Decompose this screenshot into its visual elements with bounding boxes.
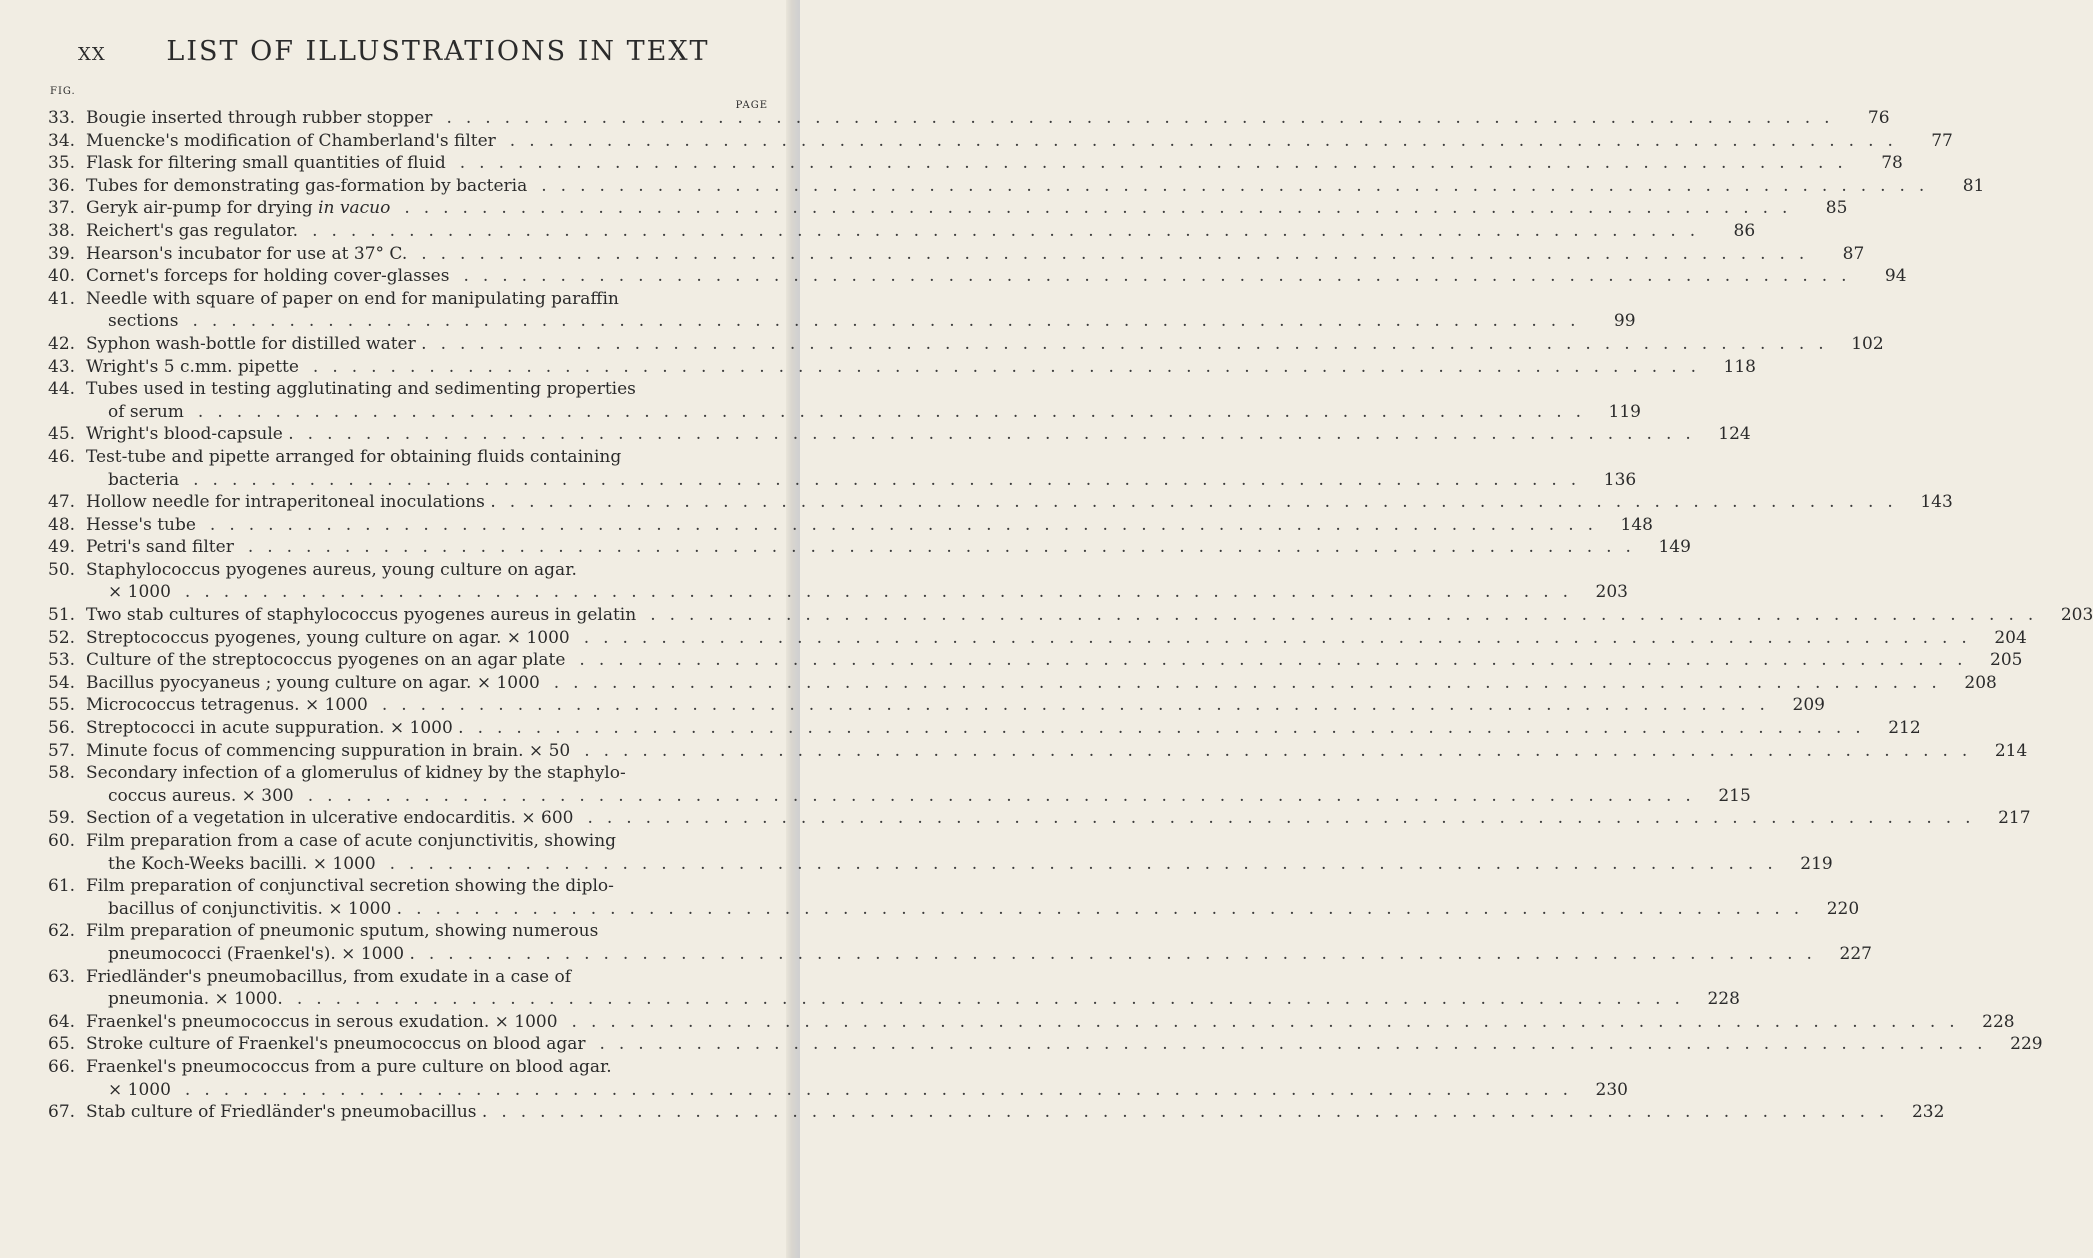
entry-caption: Friedländer's pneumobacillus, from exudate in a case of bbox=[86, 966, 572, 987]
figure-number: 53. bbox=[48, 650, 76, 671]
list-item bbox=[48, 1056, 1628, 1101]
list-item bbox=[48, 491, 1953, 514]
entry-body bbox=[86, 130, 1953, 153]
entry-caption: bacteria bbox=[108, 469, 180, 490]
entry-body bbox=[86, 672, 1997, 695]
page-number: 229 bbox=[2010, 1034, 2043, 1055]
page-number: 143 bbox=[1920, 492, 1953, 513]
entry-body bbox=[86, 559, 1628, 604]
entry-caption: Staphylococcus pyogenes aureus, young culture on agar. bbox=[86, 559, 577, 580]
entry-caption: Streptococcus pyogenes, young culture on agar. × 1000 bbox=[86, 627, 570, 648]
list-item bbox=[48, 243, 1865, 266]
list-item bbox=[48, 1033, 2043, 1056]
leader-dots: ........................................................................ bbox=[541, 175, 1939, 196]
entry-body bbox=[86, 333, 1884, 356]
leader-dots: ........................................................................ bbox=[501, 1102, 1899, 1123]
list-item bbox=[48, 672, 1997, 695]
entry-caption: of serum bbox=[108, 401, 184, 422]
page-number: 205 bbox=[1990, 650, 2023, 671]
list-item bbox=[48, 197, 1848, 220]
list-item bbox=[48, 830, 1833, 875]
entry-line bbox=[86, 853, 1833, 876]
list-item bbox=[48, 920, 1872, 965]
list-item bbox=[48, 604, 2093, 627]
page-number: 99 bbox=[1613, 311, 1636, 332]
entry-line bbox=[86, 1033, 2043, 1056]
list-item bbox=[48, 288, 1636, 333]
entry-line bbox=[86, 243, 1864, 266]
page-number: 87 bbox=[1842, 243, 1865, 264]
page-number: 94 bbox=[1884, 266, 1907, 287]
list-item bbox=[48, 875, 1860, 920]
leader-dots: ........................................................................ bbox=[584, 740, 1982, 761]
entry-caption: Flask for filtering small quantities of fluid bbox=[86, 153, 446, 174]
entry-line bbox=[86, 130, 1953, 153]
entry-line bbox=[86, 197, 1847, 220]
list-item bbox=[48, 333, 1884, 356]
figure-number: 42. bbox=[48, 333, 76, 354]
entry-caption: Geryk air-pump for drying in vacuo bbox=[86, 198, 391, 219]
figure-number: 65. bbox=[48, 1034, 76, 1055]
leader-dots: ........................................................................ bbox=[440, 333, 1838, 354]
figure-number: 46. bbox=[48, 446, 76, 467]
entry-body bbox=[86, 423, 1751, 446]
page-number: 212 bbox=[1888, 718, 1921, 739]
entry-line bbox=[86, 559, 1628, 582]
folio-number: XX bbox=[78, 44, 106, 65]
list-item bbox=[48, 1011, 2015, 1034]
leader-dots: ........................................................................ bbox=[553, 672, 1951, 693]
entry-body bbox=[86, 1011, 2015, 1034]
entry-line bbox=[86, 378, 1641, 401]
page-number: 219 bbox=[1800, 853, 1833, 874]
entry-body bbox=[86, 1056, 1628, 1101]
figure-number: 57. bbox=[48, 740, 76, 761]
figure-number: 43. bbox=[48, 356, 76, 377]
entry-line bbox=[86, 310, 1636, 333]
entry-body bbox=[86, 152, 1903, 175]
entry-body bbox=[86, 265, 1907, 288]
entry-body bbox=[86, 875, 1859, 920]
page-number: 136 bbox=[1603, 469, 1637, 490]
entry-caption: Stab culture of Friedländer's pneumobacillus . bbox=[86, 1102, 488, 1123]
list-item bbox=[48, 423, 1751, 446]
leader-dots: ........................................................................ bbox=[509, 492, 1907, 513]
page-number: 208 bbox=[1964, 672, 1997, 693]
entry-line bbox=[86, 1079, 1628, 1102]
list-item bbox=[48, 446, 1637, 491]
entry-caption: Muencke's modification of Chamberland's filter bbox=[86, 130, 496, 151]
entry-line bbox=[86, 672, 1997, 695]
page-number: 203 bbox=[2060, 605, 2093, 626]
leader-dots: ........................................................................ bbox=[307, 785, 1705, 806]
page-number: 149 bbox=[1658, 537, 1691, 558]
entry-caption: Secondary infection of a glomerulus of kidney by the staphylo- bbox=[86, 763, 626, 784]
page-column-label: PAGE bbox=[735, 100, 768, 111]
fig-column-label: FIG. bbox=[50, 86, 76, 97]
entry-caption: × 1000 bbox=[108, 1079, 171, 1100]
entry-caption: Bacillus pyocyaneus ; young culture on agar. × 1000 bbox=[86, 672, 540, 693]
figure-number: 61. bbox=[48, 876, 76, 897]
entry-caption: Section of a vegetation in ulcerative endocarditis. × 600 bbox=[86, 808, 574, 829]
entry-body bbox=[86, 740, 2027, 763]
leader-dots: ........................................................................ bbox=[184, 582, 1582, 603]
entry-caption: Syphon wash-bottle for distilled water . bbox=[86, 333, 427, 354]
leader-dots: ........................................................................ bbox=[192, 311, 1590, 332]
entry-body bbox=[86, 920, 1872, 965]
figure-number: 40. bbox=[48, 266, 76, 287]
figure-number: 33. bbox=[48, 108, 76, 128]
page-header bbox=[78, 36, 758, 72]
entry-body bbox=[86, 966, 1740, 1011]
entry-line bbox=[86, 762, 1751, 785]
entry-caption: sections bbox=[108, 311, 179, 332]
leader-dots: ........................................................................ bbox=[312, 220, 1710, 241]
list-item bbox=[48, 807, 2031, 830]
leader-dots: ........................................................................ bbox=[193, 469, 1591, 490]
entry-caption: Petri's sand filter bbox=[86, 537, 234, 558]
figure-number: 60. bbox=[48, 831, 76, 851]
page-number: 124 bbox=[1718, 424, 1751, 445]
entry-caption: Hollow needle for intraperitoneal inoculations . bbox=[86, 492, 496, 513]
entry-caption: Hearson's incubator for use at 37° C. bbox=[86, 243, 408, 264]
leader-dots: ........................................................................ bbox=[307, 424, 1705, 445]
entry-line bbox=[86, 966, 1740, 989]
list-item bbox=[48, 265, 1907, 288]
list-item bbox=[48, 627, 2027, 650]
entry-line bbox=[86, 265, 1907, 288]
figure-number: 55. bbox=[48, 695, 76, 716]
figure-number: 49. bbox=[48, 537, 76, 558]
entry-line bbox=[86, 785, 1751, 808]
entry-body bbox=[86, 220, 1755, 243]
list-item bbox=[48, 130, 1953, 153]
entry-caption: coccus aureus. × 300 bbox=[108, 785, 294, 806]
list-item bbox=[48, 762, 1751, 807]
entry-line bbox=[86, 1056, 1628, 1079]
page-number: 148 bbox=[1620, 514, 1653, 535]
entry-body bbox=[86, 830, 1833, 875]
page-number: 220 bbox=[1826, 898, 1860, 919]
figure-number: 48. bbox=[48, 514, 76, 535]
page-number: 230 bbox=[1595, 1079, 1628, 1100]
entry-line bbox=[86, 898, 1859, 921]
list-item bbox=[48, 1101, 1945, 1124]
entry-line bbox=[86, 830, 1833, 853]
figure-number: 67. bbox=[48, 1102, 76, 1123]
entry-line bbox=[86, 875, 1859, 898]
page-number: 78 bbox=[1881, 153, 1903, 174]
page-number: 209 bbox=[1792, 695, 1825, 716]
entry-line bbox=[86, 1011, 2015, 1034]
figure-number: 50. bbox=[48, 559, 76, 580]
page-number: 215 bbox=[1718, 785, 1751, 806]
entry-caption: Streptococci in acute suppuration. × 1000 . bbox=[86, 718, 464, 739]
list-item bbox=[48, 717, 1921, 740]
entry-line bbox=[86, 469, 1636, 492]
list-item bbox=[48, 175, 1985, 198]
entry-line bbox=[86, 740, 2027, 763]
entry-line bbox=[86, 649, 2023, 672]
list-item bbox=[48, 514, 1653, 537]
entry-body bbox=[86, 807, 2031, 830]
entry-caption: Fraenkel's pneumococcus from a pure culture on blood agar. bbox=[86, 1056, 612, 1077]
entry-body bbox=[86, 356, 1756, 379]
entry-body bbox=[86, 378, 1641, 423]
entry-caption: Film preparation of conjunctival secretion showing the diplo- bbox=[86, 876, 614, 897]
entry-line bbox=[86, 581, 1628, 604]
list-item bbox=[48, 107, 1890, 130]
leader-dots: ........................................................................ bbox=[587, 808, 1985, 829]
entry-line bbox=[86, 694, 1825, 717]
figure-number: 45. bbox=[48, 424, 76, 445]
entry-body bbox=[86, 649, 2023, 672]
figure-number: 34. bbox=[48, 130, 76, 151]
entry-line bbox=[86, 920, 1872, 943]
entry-body bbox=[86, 175, 1984, 198]
page-number: 228 bbox=[1982, 1011, 2015, 1032]
entry-line bbox=[86, 988, 1740, 1011]
entry-line bbox=[86, 401, 1641, 424]
entry-line bbox=[86, 627, 2027, 650]
figure-number: 63. bbox=[48, 966, 76, 987]
page-number: 85 bbox=[1825, 198, 1848, 219]
page-number: 76 bbox=[1867, 108, 1890, 128]
entry-caption: Cornet's forceps for holding cover-glasses bbox=[86, 266, 450, 287]
figure-number: 58. bbox=[48, 763, 76, 784]
page-number: 118 bbox=[1723, 356, 1756, 377]
leader-dots: ........................................................................ bbox=[509, 130, 1907, 151]
entry-caption: Hesse's tube bbox=[86, 514, 196, 535]
entry-line bbox=[86, 220, 1755, 243]
entry-body bbox=[86, 536, 1691, 559]
figure-number: 51. bbox=[48, 605, 76, 626]
entry-caption: Fraenkel's pneumococcus in serous exudation. × 1000 bbox=[86, 1011, 558, 1032]
leader-dots: ........................................................................ bbox=[421, 243, 1819, 264]
leader-dots: ........................................................................ bbox=[247, 537, 1645, 558]
entry-body bbox=[86, 1033, 2043, 1056]
page-number: 77 bbox=[1931, 130, 1953, 151]
figure-number: 59. bbox=[48, 808, 76, 829]
leader-dots: ........................................................................ bbox=[579, 650, 1977, 671]
entry-caption: Stroke culture of Fraenkel's pneumococcus on blood agar bbox=[86, 1034, 586, 1055]
entry-caption: Film preparation of pneumonic sputum, showing numerous bbox=[86, 921, 599, 942]
figure-number: 66. bbox=[48, 1056, 76, 1077]
entry-line bbox=[86, 446, 1636, 469]
figure-number: 64. bbox=[48, 1011, 76, 1032]
entry-caption: Wright's blood-capsule . bbox=[86, 424, 294, 445]
entry-body bbox=[86, 243, 1864, 266]
page-number: 102 bbox=[1851, 333, 1884, 354]
leader-dots: ........................................................................ bbox=[459, 153, 1857, 174]
entry-line bbox=[86, 943, 1872, 966]
list-item bbox=[48, 966, 1740, 1011]
leader-dots: ........................................................................ bbox=[599, 1034, 1997, 1055]
figure-number: 47. bbox=[48, 492, 76, 513]
entry-line bbox=[86, 356, 1756, 379]
entry-caption: Minute focus of commencing suppuration in brain. × 50 bbox=[86, 740, 571, 761]
leader-dots: ........................................................................ bbox=[428, 943, 1826, 964]
entry-caption: bacillus of conjunctivitis. × 1000 . bbox=[108, 898, 403, 919]
entry-line bbox=[86, 175, 1984, 198]
list-item bbox=[48, 220, 1756, 243]
entry-line bbox=[86, 536, 1691, 559]
list-item bbox=[48, 378, 1641, 423]
entry-caption: Film preparation from a case of acute conjunctivitis, showing bbox=[86, 831, 617, 851]
entry-caption: pneumococci (Fraenkel's). × 1000 . bbox=[108, 943, 415, 964]
leader-dots: ........................................................................ bbox=[381, 695, 1779, 716]
entry-line bbox=[86, 152, 1903, 175]
figure-number: 36. bbox=[48, 175, 76, 196]
figure-number: 35. bbox=[48, 153, 76, 174]
leader-dots: ........................................................................ bbox=[404, 198, 1802, 219]
entry-caption: Wright's 5 c.mm. pipette bbox=[86, 356, 299, 377]
entry-body bbox=[86, 288, 1636, 333]
page-number: 204 bbox=[1994, 627, 2027, 648]
list-item bbox=[48, 559, 1628, 604]
entry-body bbox=[86, 446, 1636, 491]
entry-caption: Culture of the streptococcus pyogenes on an agar plate bbox=[86, 650, 566, 671]
entry-line bbox=[86, 1101, 1944, 1124]
entry-caption: Micrococcus tetragenus. × 1000 bbox=[86, 695, 368, 716]
entry-caption: Bougie inserted through rubber stopper bbox=[86, 108, 433, 128]
leader-dots: ........................................................................ bbox=[571, 1011, 1969, 1032]
page-number: 232 bbox=[1911, 1102, 1945, 1123]
list-item bbox=[48, 740, 2028, 763]
entry-caption: Two stab cultures of staphylococcus pyogenes aureus in gelatin bbox=[86, 605, 637, 626]
leader-dots: ........................................................................ bbox=[209, 514, 1607, 535]
figure-number: 54. bbox=[48, 672, 76, 693]
entry-line bbox=[86, 807, 2031, 830]
page-number: 217 bbox=[1998, 808, 2031, 829]
leader-dots: ........................................................................ bbox=[463, 266, 1861, 287]
leader-dots: ........................................................................ bbox=[184, 1079, 1582, 1100]
figure-number: 39. bbox=[48, 243, 76, 264]
entry-line bbox=[86, 288, 1636, 311]
entry-body bbox=[86, 694, 1825, 717]
entry-caption: Test-tube and pipette arranged for obtaining fluids containing bbox=[86, 446, 622, 467]
entry-caption: Needle with square of paper on end for manipulating paraffin bbox=[86, 288, 619, 309]
page-number: 228 bbox=[1707, 989, 1740, 1010]
entry-body bbox=[86, 491, 1953, 514]
figure-number: 38. bbox=[48, 220, 76, 241]
leader-dots: ........................................................................ bbox=[446, 108, 1844, 128]
entry-body bbox=[86, 197, 1847, 220]
leader-dots: ........................................................................ bbox=[650, 605, 2048, 626]
leader-dots: ........................................................................ bbox=[477, 718, 1875, 739]
entry-line bbox=[86, 491, 1953, 514]
entry-line bbox=[86, 423, 1751, 446]
entry-line bbox=[86, 333, 1884, 356]
entry-caption: × 1000 bbox=[108, 582, 171, 603]
list-item bbox=[48, 356, 1756, 379]
page-number: 81 bbox=[1962, 175, 1985, 196]
leader-dots: ........................................................................ bbox=[583, 627, 1981, 648]
figure-number: 44. bbox=[48, 379, 76, 400]
entry-body bbox=[86, 604, 2093, 627]
entry-caption: Tubes for demonstrating gas-formation by bacteria bbox=[86, 175, 528, 196]
entry-body bbox=[86, 1101, 1944, 1124]
entry-caption: Reichert's gas regulator. bbox=[86, 220, 299, 241]
page-number: 214 bbox=[1994, 740, 2028, 761]
illustration-list bbox=[48, 107, 2093, 1124]
leader-dots: ........................................................................ bbox=[389, 853, 1787, 874]
page-number: 203 bbox=[1595, 582, 1628, 603]
figure-number: 37. bbox=[48, 198, 76, 219]
figure-number: 52. bbox=[48, 627, 76, 648]
entry-body bbox=[86, 627, 2027, 650]
entry-line bbox=[86, 604, 2093, 627]
page-number: 119 bbox=[1608, 401, 1641, 422]
entry-body bbox=[86, 717, 1921, 740]
entry-line bbox=[86, 717, 1921, 740]
leader-dots: ........................................................................ bbox=[312, 356, 1710, 377]
entry-body bbox=[86, 107, 1890, 130]
entry-line bbox=[86, 514, 1653, 537]
entry-body bbox=[86, 762, 1751, 807]
entry-caption: Tubes used in testing agglutinating and sedimenting properties bbox=[86, 379, 636, 400]
entry-caption: pneumonia. × 1000. bbox=[108, 989, 283, 1010]
figure-number: 62. bbox=[48, 921, 76, 942]
entry-caption: the Koch-Weeks bacilli. × 1000 bbox=[108, 853, 376, 874]
list-item bbox=[48, 152, 1903, 175]
list-item bbox=[48, 536, 1691, 559]
figure-number: 41. bbox=[48, 288, 76, 309]
entry-line bbox=[86, 107, 1890, 130]
leader-dots: ........................................................................ bbox=[416, 898, 1814, 919]
figure-number: 56. bbox=[48, 718, 76, 739]
page-number: 86 bbox=[1733, 220, 1756, 241]
running-title: LIST OF ILLUSTRATIONS IN TEXT bbox=[166, 36, 710, 67]
page-number: 227 bbox=[1839, 943, 1872, 964]
entry-body bbox=[86, 514, 1653, 537]
leader-dots: ........................................................................ bbox=[197, 401, 1595, 422]
list-item bbox=[48, 694, 1825, 717]
list-item bbox=[48, 649, 2023, 672]
leader-dots: ........................................................................ bbox=[296, 989, 1694, 1010]
